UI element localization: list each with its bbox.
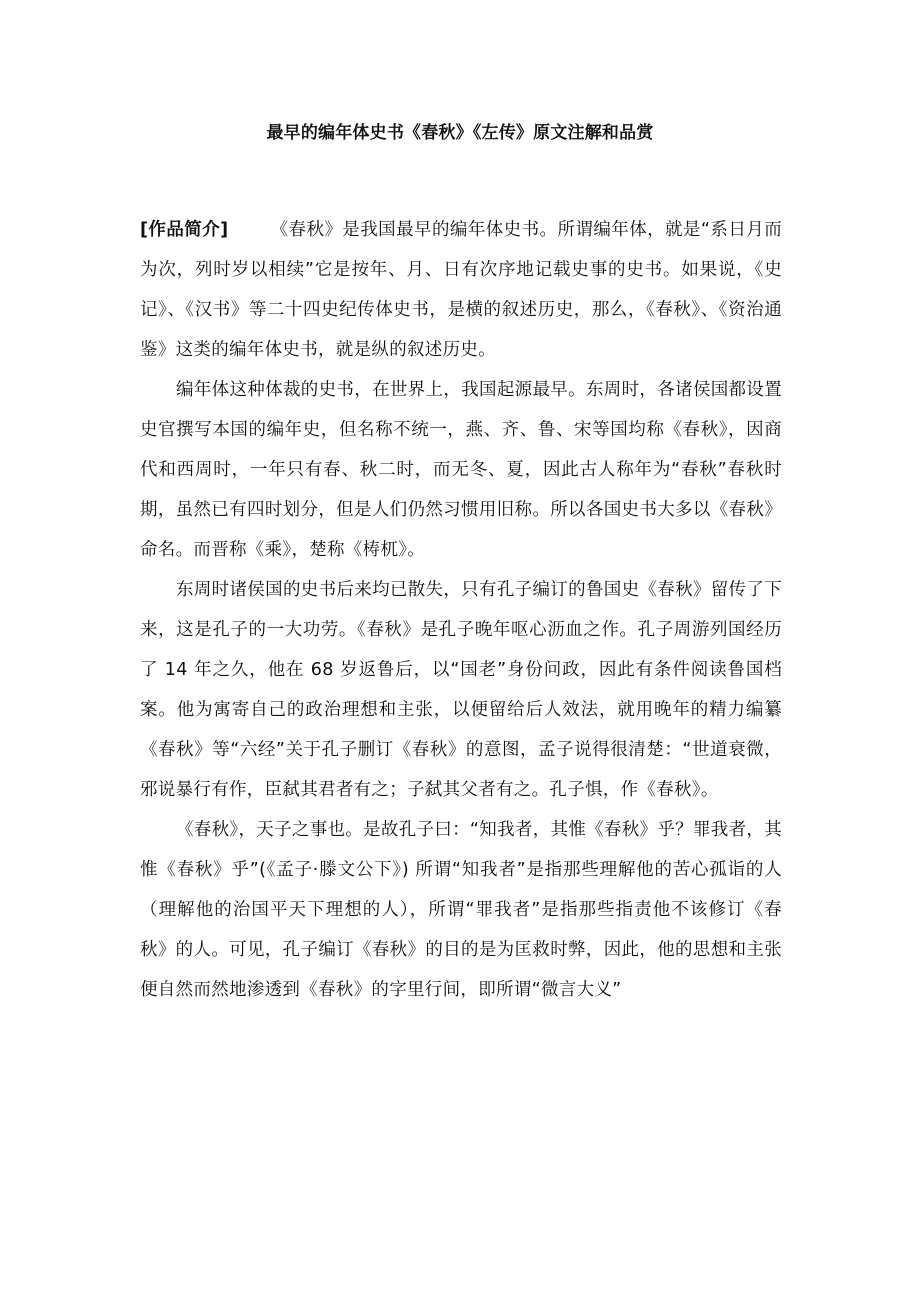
paragraph-text: 《春秋》是我国最早的编年体史书。所谓编年体，就是“系日月而为次，列时岁以相续”它是按年、月、日有次序地记载史事的史书。如果说，《史记》、《汉书》等二十四史纪传体史书，是横的叙述历史，那么，《春秋》、《资治通鉴》这类的编年体史书，就是纵的叙述历史。 [140, 220, 783, 360]
paragraph: 《春秋》，天子之事也。是故孔子曰：“知我者，其惟《春秋》乎？罪我者，其惟《春秋》乎”(《孟子·滕文公下》) 所谓“知我者”是指那些理解他的苦心孤诣的人（理解他的治国平天下理想的人），所谓“罪我者”是指那些指责他不该修订《春秋》的人。可见，孔子编订《春秋》的目的是为匡救时弊，因此，他的思想和主张便自然而然地渗透到《春秋》的字里行间，即所谓“微言大义” [140, 820, 782, 1000]
document-title: 最早的编年体史书《春秋》《左传》原文注解和品赏 [266, 123, 654, 143]
paragraph-intro [140, 210, 782, 370]
paragraph: 东周时诸侯国的史书后来均已散失，只有孔子编订的鲁国史《春秋》留传了下来，这是孔子的一大功劳。《春秋》是孔子晚年呕心沥血之作。孔子周游列国经历了 14 年之久，他在 68 岁返鲁后，以“国老”身份问政，因此有条件阅读鲁国档案。他为寓寄自己的政治理想和主张，以便留给后人效法，就用晚年的精力编纂《春秋》等“六经”关于孔子删订《春秋》的意图，孟子说得很清楚：“世道衰微，邪说暴行有作，臣弑其君者有之；子弑其父者有之。孔子惧，作《春秋》。 [140, 580, 782, 800]
document-body [140, 210, 782, 1010]
intro-label: [作品简介] [140, 220, 229, 240]
paragraph: 编年体这种体裁的史书，在世界上，我国起源最早。东周时，各诸侯国都设置史官撰写本国的编年史，但名称不统一，燕、齐、鲁、宋等国均称《春秋》，因商代和西周时，一年只有春、秋二时，而无冬、夏，因此古人称年为“春秋”春秋时期，虽然已有四时划分，但是人们仍然习惯用旧称。所以各国史书大多以《春秋》命名。而晋称《乘》，楚称《梼杌》。 [140, 380, 782, 560]
